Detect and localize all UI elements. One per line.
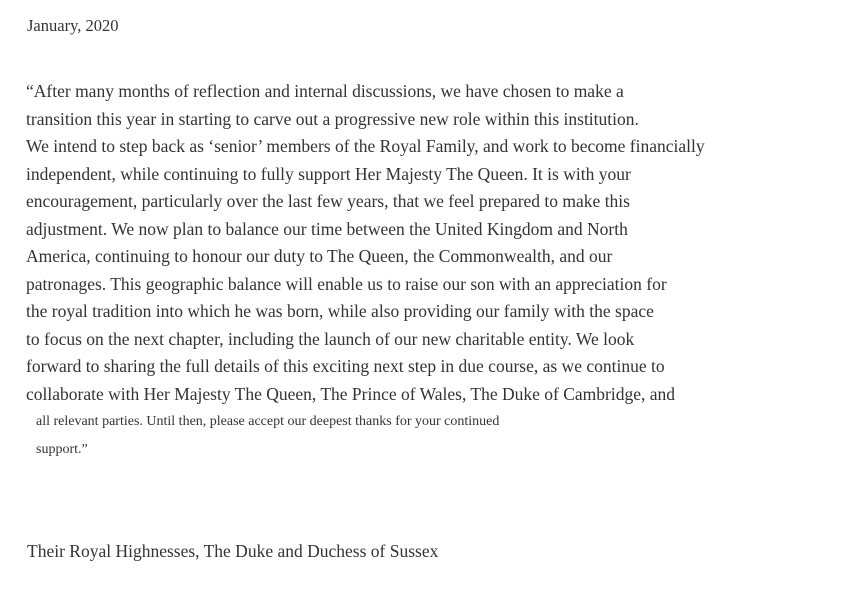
statement-line: encouragement, particularly over the last few years, that we feel prepared to make this (26, 191, 630, 211)
statement-line: all relevant parties. Until then, please accept our deepest thanks for your continued (36, 414, 500, 429)
statement-line: “After many months of reflection and internal discussions, we have chosen to make a (26, 81, 624, 101)
statement-line: transition this year in starting to carve out a progressive new role within this institution. (26, 108, 639, 129)
statement-signature: Their Royal Highnesses, The Duke and Duchess of Sussex (27, 541, 439, 561)
statement-date: January, 2020 (27, 16, 119, 35)
statement-line: to focus on the next chapter, including the launch of our new charitable entity. We look (26, 328, 635, 349)
statement-line: forward to sharing the full details of this exciting next step in due course, as we continue to (26, 356, 665, 376)
statement-line: We intend to step back as ‘senior’ members of the Royal Family, and work to become financially (26, 136, 705, 156)
statement-body (26, 78, 826, 463)
statement-line: the royal tradition into which he was born, while also providing our family with the space (26, 301, 654, 321)
statement-line: support.” (36, 441, 88, 457)
statement-line: collaborate with Her Majesty The Queen, The Prince of Wales, The Duke of Cambridge, and (26, 383, 675, 404)
statement-line: adjustment. We now plan to balance our time between the United Kingdom and North (26, 218, 628, 239)
statement-line: America, continuing to honour our duty to The Queen, the Commonwealth, and our (26, 246, 613, 266)
statement-line: independent, while continuing to fully support Her Majesty The Queen. It is with your (26, 163, 631, 184)
statement-line: patronages. This geographic balance will enable us to raise our son with an appreciation for (26, 273, 667, 294)
